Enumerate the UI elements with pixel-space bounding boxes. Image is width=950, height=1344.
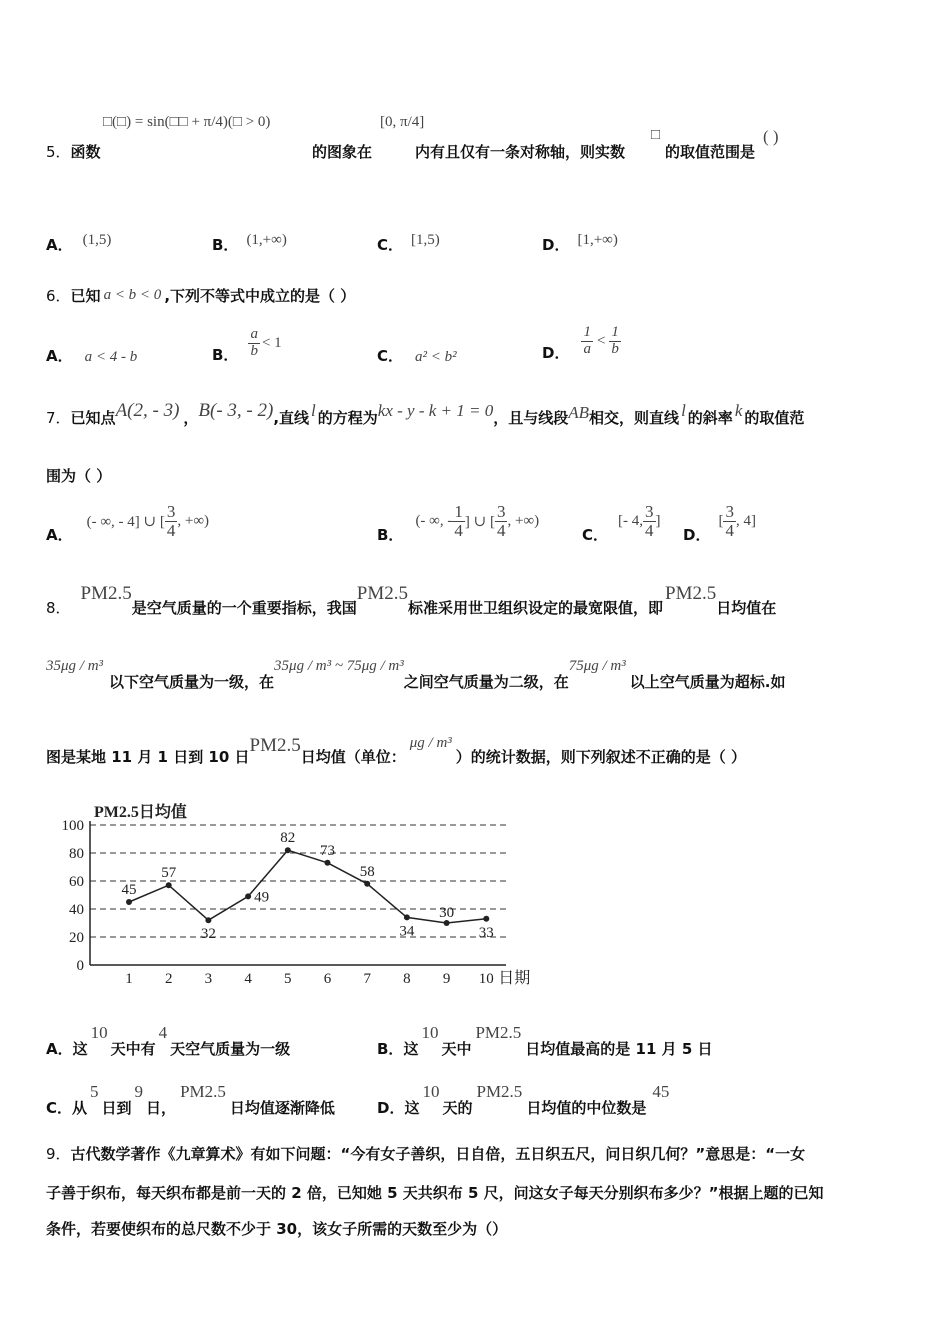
q7-stem [46,400,805,428]
q5-option-d [542,234,618,255]
option-label: C． [377,347,404,365]
numerator: 1 [611,324,619,341]
option-text: 日均值逐渐降低 [229,1099,335,1117]
data-point [245,893,251,899]
q8-text-6: 以上空气质量为超标.如 [629,673,786,691]
slope-k: k [734,401,743,420]
interval-prefix: [- 4, [618,513,644,529]
q5-variable: □ [651,127,661,143]
data-label: 73 [320,842,335,859]
option-label: A． [46,526,73,544]
q7-text-2: ,直线 [273,408,310,427]
pm25-label: PM2.5 [80,583,132,604]
interval-union: ] ∪ [ [464,514,495,530]
option-text: 这 [72,1040,88,1058]
option-text: 日均值最高的是 11 月 5 日 [525,1040,713,1058]
q6-stem [46,285,355,306]
option-label: D． [377,1099,405,1117]
option-label: D． [542,236,570,254]
q7-text: 已知点 [70,408,116,427]
fraction [609,325,621,358]
less-than-sign: < [596,333,606,349]
q7-text-5: 相交，则直线 [589,408,680,427]
option-text: 天中有 [110,1040,156,1058]
q5-interval-image: [0, π/4] [380,114,425,130]
q8-stem-line-1 [46,583,776,618]
data-label: 57 [161,865,177,882]
q7-option-b [377,498,539,545]
x-tick-label: 7 [363,971,371,987]
pm25-label: PM2.5 [249,735,301,756]
q6-option-c [377,345,457,366]
denominator: b [611,341,619,357]
q9-number: 9． [46,1145,71,1163]
q7-text-3: 的方程为 [317,408,378,427]
interval-prefix: [ [718,513,724,529]
number: 5 [90,1082,99,1101]
q5-answer-paren: ( ) [763,127,779,146]
chart-title: PM2.5日均值 [94,804,187,821]
x-tick-label: 6 [323,971,332,987]
denominator: 4 [496,521,506,540]
q8-text-1: 是空气质量的一个重要指标，我国 [131,599,357,617]
option-text: 这 [403,1040,419,1058]
option-label: C． [377,236,404,254]
point-a: A(2, - 3) [115,400,180,421]
interval-suffix: , +∞) [507,513,540,529]
threshold-35: 35μg / m³ [46,658,104,674]
data-label: 33 [478,924,494,941]
x-tick-label: 8 [403,971,411,987]
q8-option-b [377,1023,713,1059]
y-tick-label: 0 [76,958,84,974]
data-point [325,860,331,866]
option-value: (1,5) [82,232,112,248]
q7-option-a [46,498,209,545]
data-label: 58 [359,863,375,880]
data-point [285,847,291,853]
line-l: l [681,401,686,420]
q5-option-a [46,234,111,255]
option-label: A． [46,236,73,254]
option-value: a < 4 - b [84,349,138,365]
q7-stem-line-2: 围为（ ） [46,467,112,485]
threshold-75: 75μg / m³ [568,658,626,674]
option-text: 日均值的中位数是 [526,1099,647,1117]
number: 10 [422,1082,440,1101]
numerator: 1 [583,324,591,341]
x-tick-label: 9 [442,971,451,987]
q6-option-d [542,320,621,363]
q9-line-1 [46,1143,805,1164]
pm25-label: PM2.5 [475,1023,522,1042]
data-label: 32 [200,926,216,943]
interval-suffix: , +∞) [177,513,210,529]
option-value: (1,+∞) [246,232,287,248]
interval-suffix: , 4] [735,513,756,529]
pm25-label: PM2.5 [180,1082,226,1101]
denominator: b [250,343,258,359]
q5-option-b [212,234,287,255]
q7-comma: ， [183,408,199,427]
option-label: D． [683,526,711,544]
q7-option-c [582,498,661,545]
y-tick-label: 80 [69,846,84,862]
x-tick-label: 1 [125,971,133,987]
y-tick-label: 60 [69,874,84,890]
fraction [643,503,656,540]
q5-formula-image: □(□) = sin(□□ + π/4)(□ > 0) [103,114,271,130]
option-value: < 1 [261,335,282,351]
data-point [404,914,410,920]
x-tick-labels [125,971,494,987]
number: 10 [421,1023,439,1042]
option-label: B． [212,236,239,254]
interval-suffix: ] [655,513,661,529]
q6-text-2: ,下列不等式中成立的是（ ） [164,287,356,305]
data-label: 45 [121,882,137,898]
data-point [126,899,132,905]
q6-number: 6． [46,287,71,305]
q8-option-d [377,1082,669,1118]
number: 4 [158,1023,168,1042]
fraction [248,327,260,360]
q8-number: 8． [46,599,71,617]
denominator: 4 [725,521,734,540]
q8-text-9: ）的统计数据，则下列叙述不正确的是（ ） [455,748,747,766]
segment-ab: AB [568,403,590,422]
y-tick-label: 40 [69,902,84,918]
denominator: 4 [454,521,463,540]
q8-text-5: 之间空气质量为二级，在 [403,673,569,691]
q5-line [46,141,101,162]
threshold-range: 35μg / m³ ~ 75μg / m³ [274,658,404,674]
option-text: 这 [404,1099,420,1117]
number: 10 [90,1023,108,1042]
option-label: B． [212,346,239,364]
data-labels [122,830,494,942]
y-tick-label: 100 [61,818,84,834]
option-value: [1,5) [411,232,440,248]
q5-option-c [377,234,440,255]
pm25-label: PM2.5 [476,1082,523,1101]
line-l: l [311,401,316,420]
q5-text-2: 的图象在 [312,143,373,161]
data-label: 49 [254,889,270,906]
data-label: 82 [280,830,296,847]
point-b: B(- 3, - 2) [198,400,274,421]
x-tick-label: 4 [244,971,252,987]
numerator: 3 [725,502,734,522]
data-point [166,882,172,888]
denominator: a [583,341,591,357]
q6-option-b [212,322,282,365]
numerator: 3 [496,502,506,522]
y-tick-label: 20 [69,930,84,946]
option-text: 天空气质量为一级 [170,1040,291,1058]
pm25-label: PM2.5 [665,583,717,604]
unit: μg / m³ [409,735,452,751]
option-label: B． [377,1040,404,1058]
data-point [205,917,211,923]
x-tick-label: 5 [284,971,292,987]
q8-text-4: 以下空气质量为一级，在 [109,673,275,691]
q9-line-2: 子善于织布，每天织布都是前一天的 2 倍，已知她 5 天共织布 5 尺，问这女子每天分别织布多少？”根据上题的已知 [46,1184,824,1202]
pm25-label: PM2.5 [356,583,408,604]
option-label: C． [582,526,609,544]
x-axis-label: 日期 [498,970,531,987]
q5-text-3: 内有且仅有一条对称轴，则实数 [415,143,626,161]
data-label: 34 [399,923,415,940]
option-label: A． [46,347,73,365]
fraction [452,503,465,540]
number: 9 [134,1082,144,1101]
data-label: 30 [439,905,455,921]
series-line [129,850,486,923]
q9-line-3: 条件，若要使织布的总尺数不少于 30，该女子所需的天数至少为（） [46,1220,508,1238]
option-label: C． [46,1099,73,1117]
option-text: 日到 [101,1099,132,1117]
q6-text: 已知 [70,287,101,305]
numerator: 1 [454,502,463,522]
q6-condition: a < b < 0 [103,287,162,303]
option-label: A． [46,1040,73,1058]
q8-option-a [46,1023,290,1059]
q7-text-6: 的斜率 [687,408,733,427]
fraction [495,503,508,540]
x-tick-label: 3 [204,971,213,987]
data-point [483,916,489,922]
q7-text-7: 的取值范 [744,408,805,427]
line-equation: kx - y - k + 1 = 0 [377,401,494,420]
numerator: a [250,326,258,343]
q7-text-4: ，且与线段 [493,408,569,427]
fraction [165,503,178,540]
fraction [581,325,593,358]
q8-option-c [46,1082,335,1118]
option-text: 从 [72,1099,88,1117]
q8-stem-line-2 [46,658,785,692]
interval-prefix: (- ∞, - 4] ∪ [ [86,514,165,530]
fraction [723,503,736,540]
data-points [126,847,489,926]
numerator: 3 [166,502,176,522]
q6-option-a [46,345,137,366]
pm25-line-chart [54,795,544,995]
option-label: D． [542,344,570,362]
y-tick-labels [62,818,85,974]
q5-text: 函数 [70,143,101,161]
option-label: B． [377,526,404,544]
q9-text: 古代数学著作《九章算术》有如下问题：“今有女子善织，日自倍，五日织五尺，问日织几何？”意思是：“一女 [70,1145,806,1163]
q5-number: 5． [46,143,71,161]
x-tick-label: 10 [478,971,494,987]
denominator: 4 [645,521,654,540]
q8-text-8: 日均值（单位： [300,748,406,766]
q5-text-4: 的取值范围是 [665,143,756,161]
q8-stem-line-3 [46,735,746,767]
option-value: a² < b² [415,349,457,365]
numerator: 3 [645,502,654,522]
q8-text-2: 标准采用世卫组织设定的最宽限值，即 [408,599,664,617]
q8-text-3: 日均值在 [716,599,777,617]
number: 45 [652,1082,670,1101]
option-value: [1,+∞) [577,232,618,248]
option-text: 天中 [441,1040,472,1058]
x-tick-label: 2 [164,971,173,987]
option-text: 日， [146,1099,177,1117]
option-text: 天的 [442,1099,473,1117]
q8-text-7: 图是某地 11 月 1 日到 10 日 [46,748,250,766]
data-point [364,881,370,887]
q7-option-d [683,498,756,545]
interval-prefix: (- ∞, - [415,513,453,529]
q7-number: 7． [46,408,71,427]
denominator: 4 [166,521,176,540]
